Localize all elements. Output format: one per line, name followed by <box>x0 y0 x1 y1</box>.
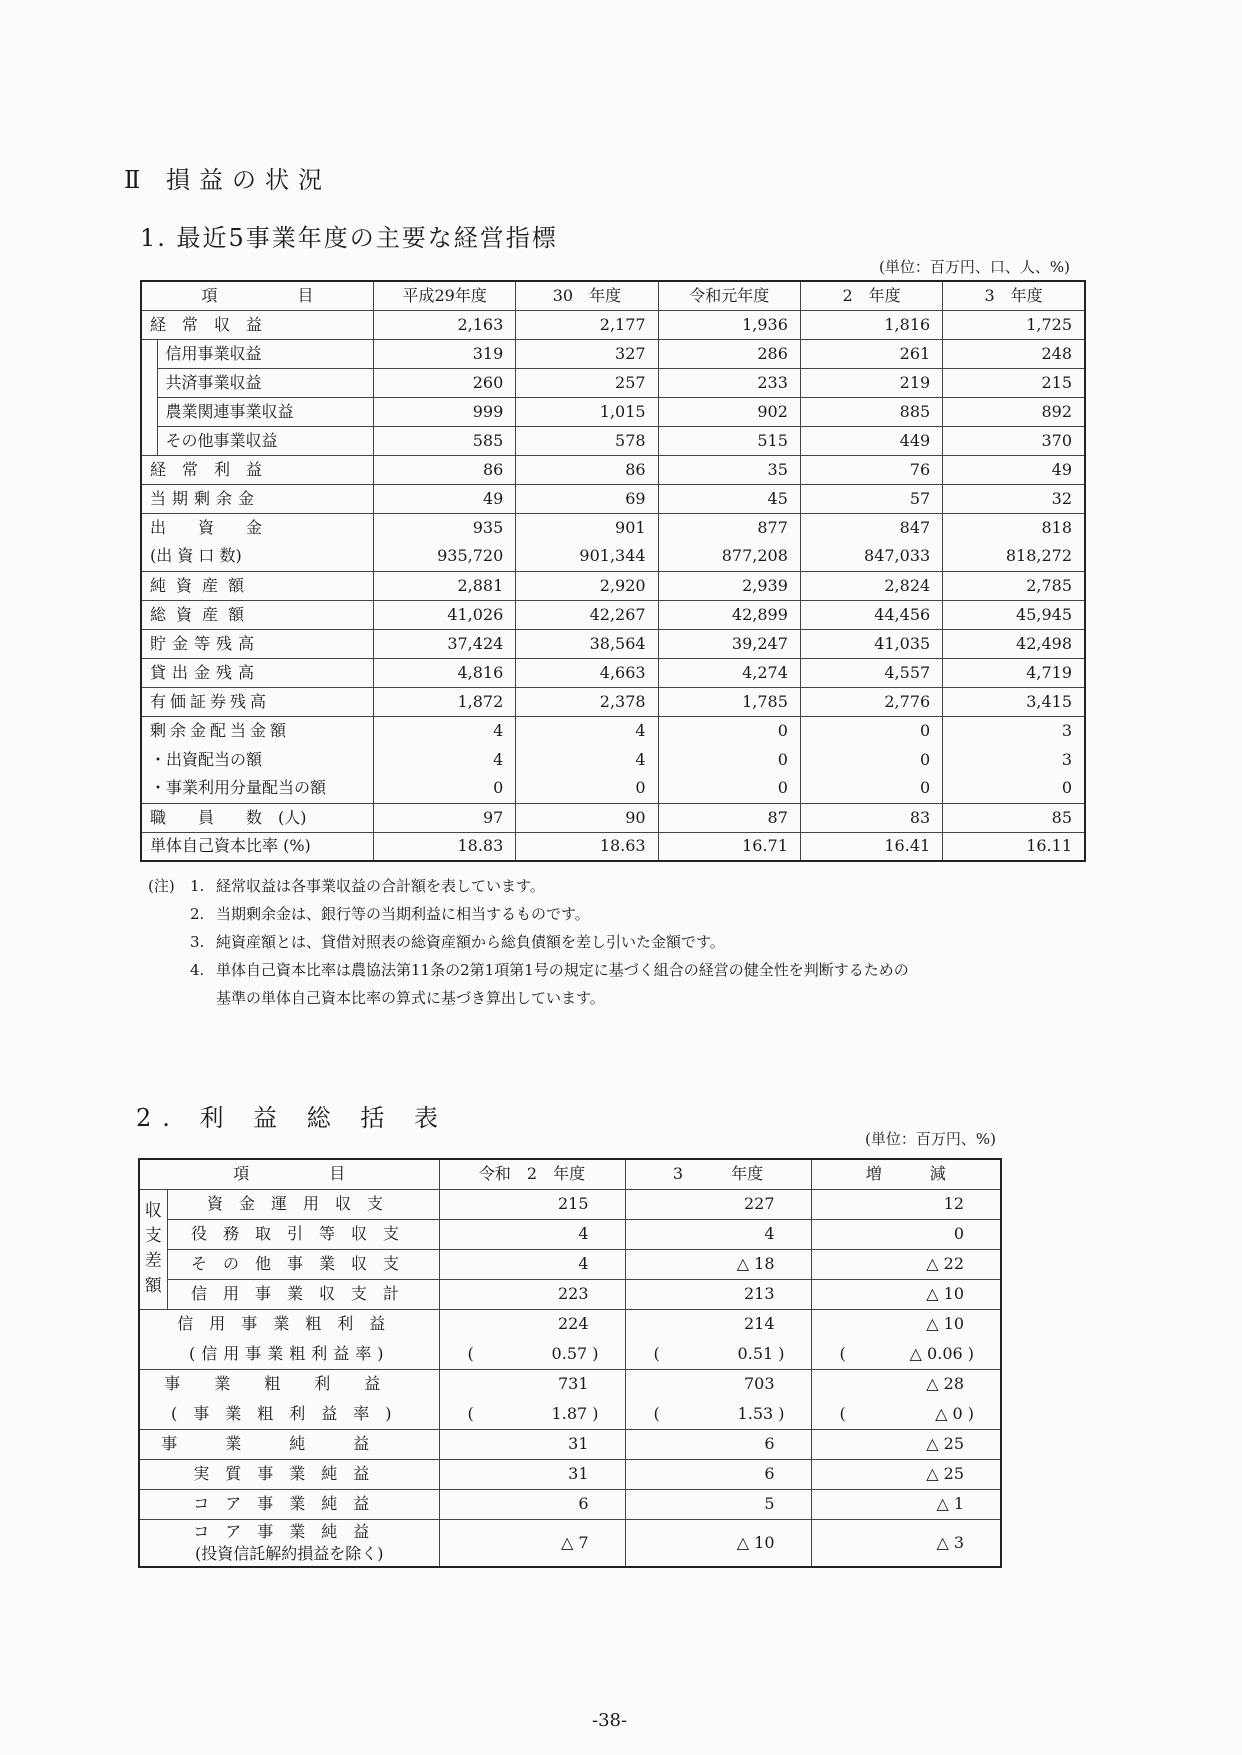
row-label: 農業関連事業収益 <box>157 397 373 426</box>
group-label: 収支差額 <box>139 1189 167 1309</box>
row-label: その他事業収益 <box>157 426 373 455</box>
table-row: 当期剰余金 49 69 45 57 32 <box>141 484 1085 513</box>
table-row: その他事業収益 585 578 515 449 370 <box>141 426 1085 455</box>
table-row: 剰余金配当金額 4 4 0 0 3 <box>141 716 1085 745</box>
row-label: 純資産額 <box>141 571 374 600</box>
row-label: 単体自己資本比率 (%) <box>141 832 374 861</box>
table-row: 純資産額 2,881 2,920 2,939 2,824 2,785 <box>141 571 1085 600</box>
indicators-title: 1. 最近5事業年度の主要な経営指標 <box>140 224 558 252</box>
note-item: 4. 単体自己資本比率は農協法第11条の2第1項第1号の規定に基づく組合の経営の健全性を判断するための <box>190 961 909 979</box>
header-year: 平成29年度 <box>374 281 516 310</box>
table-row: 経 常 利 益 86 86 35 76 49 <box>141 455 1085 484</box>
table-header-row <box>141 281 1085 310</box>
row-label: 剰余金配当金額 <box>141 716 374 745</box>
profit-summary-unit: (単位：百万円、%) <box>865 1130 996 1148</box>
table-row: 貸出金残高 4,816 4,663 4,274 4,557 4,719 <box>141 658 1085 687</box>
table-row: 経 常 収 益 2,163 2,177 1,936 1,816 1,725 <box>141 310 1085 339</box>
row-label: 信用事業粗利益 <box>139 1309 439 1339</box>
row-label: 役務取引等収支 <box>167 1219 439 1249</box>
row-label: 有価証券残高 <box>141 687 374 716</box>
row-label: 職 員 数 (人) <box>141 803 374 832</box>
table-row: 有価証券残高 1,872 2,378 1,785 2,776 3,415 <box>141 687 1085 716</box>
row-label: 実質事業純益 <box>139 1459 439 1489</box>
header-item: 項 目 <box>141 281 374 310</box>
row-label: 当期剰余金 <box>141 484 374 513</box>
header-year: 3 年度 <box>625 1159 811 1189</box>
table-row: 共済事業収益 260 257 233 219 215 <box>141 368 1085 397</box>
table-row: 信用事業収支計 223 213 △ 10 <box>139 1279 1001 1309</box>
profit-summary-table <box>138 1158 1002 1568</box>
table-row: ・事業利用分量配当の額 0 0 0 0 0 <box>141 774 1085 803</box>
table-row: 職 員 数 (人) 97 90 87 83 85 <box>141 803 1085 832</box>
table-header-row <box>139 1159 1001 1189</box>
table-row: 事業純益 31 6 △ 25 <box>139 1429 1001 1459</box>
table-row: (信用事業粗利益率) ( 0.57 ) ( 0.51 ) ( △ 0.06 ) <box>139 1339 1001 1369</box>
row-label: 経 常 収 益 <box>141 310 374 339</box>
row-label: コア事業純益 (投資信託解約損益を除く) <box>139 1519 439 1567</box>
table-row: 役務取引等収支 4 4 0 <box>139 1219 1001 1249</box>
row-label: ・出資配当の額 <box>141 745 374 774</box>
row-label: 出 資 金 <box>141 513 374 542</box>
indicators-table <box>140 280 1086 862</box>
table-row: ・出資配当の額 4 4 0 0 3 <box>141 745 1085 774</box>
table-row: 貯金等残高 37,424 38,564 39,247 41,035 42,498 <box>141 629 1085 658</box>
row-label: (事業粗利益率) <box>139 1399 439 1429</box>
table-row: 出 資 金 935 901 877 847 818 <box>141 513 1085 542</box>
row-label: 共済事業収益 <box>157 368 373 397</box>
header-year: 令和元年度 <box>658 281 800 310</box>
note-mark: (注) <box>148 877 175 895</box>
header-year: 令和 2 年度 <box>439 1159 625 1189</box>
row-label: 貸出金残高 <box>141 658 374 687</box>
table-row: 事業粗利益 731 703 △ 28 <box>139 1369 1001 1399</box>
row-label: ・事業利用分量配当の額 <box>141 774 374 803</box>
table-row: コア事業純益 (投資信託解約損益を除く) △ 7 △ 10 △ 3 <box>139 1519 1001 1567</box>
row-label: 資金運用収支 <box>167 1189 439 1219</box>
row-label: 信用事業収益 <box>157 339 373 368</box>
row-label: 事業純益 <box>139 1429 439 1459</box>
row-label: コア事業純益 <box>139 1489 439 1519</box>
row-label: (信用事業粗利益率) <box>139 1339 439 1369</box>
section-title: Ⅱ 損益の状況 <box>124 166 331 194</box>
table-row: 信用事業粗利益 224 214 △ 10 <box>139 1309 1001 1339</box>
table-row: 総資産額 41,026 42,267 42,899 44,456 45,945 <box>141 600 1085 629</box>
header-year: 30 年度 <box>516 281 658 310</box>
table-row: その他事業収支 4 △ 18 △ 22 <box>139 1249 1001 1279</box>
table-row: (事業粗利益率) ( 1.87 ) ( 1.53 ) ( △ 0 ) <box>139 1399 1001 1429</box>
table-row: (出 資 口 数) 935,720 901,344 877,208 847,033 818,272 <box>141 542 1085 571</box>
table-row: 収支差額 資金運用収支 215 227 12 <box>139 1189 1001 1219</box>
table-row: コア事業純益 6 5 △ 1 <box>139 1489 1001 1519</box>
note-item: 3. 純資産額とは、貸借対照表の総資産額から総負債額を差し引いた金額です。 <box>190 933 725 951</box>
row-label: 事業粗利益 <box>139 1369 439 1399</box>
indicators-unit: (単位：百万円、口、人、%) <box>879 258 1070 276</box>
table-row: 農業関連事業収益 999 1,015 902 885 892 <box>141 397 1085 426</box>
note-item: 2. 当期剰余金は、銀行等の当期利益に相当するものです。 <box>190 905 590 923</box>
row-label: その他事業収支 <box>167 1249 439 1279</box>
row-label: 経 常 利 益 <box>141 455 374 484</box>
header-change: 増 減 <box>811 1159 1001 1189</box>
note-continuation: 基準の単体自己資本比率の算式に基づき算出しています。 <box>216 989 605 1007</box>
row-label: (出 資 口 数) <box>141 542 374 571</box>
table-row: 単体自己資本比率 (%) 18.83 18.63 16.71 16.41 16.11 <box>141 832 1085 861</box>
header-item: 項 目 <box>139 1159 439 1189</box>
notes <box>148 872 909 1012</box>
note-item: (注) 1. 経常収益は各事業収益の合計額を表しています。 <box>148 872 909 900</box>
profit-summary-title: 2. 利 益 総 括 表 <box>136 1104 450 1132</box>
row-label: 信用事業収支計 <box>167 1279 439 1309</box>
table-row: 信用事業収益 319 327 286 261 248 <box>141 339 1085 368</box>
table-row: 実質事業純益 31 6 △ 25 <box>139 1459 1001 1489</box>
header-year: 3 年度 <box>943 281 1085 310</box>
header-year: 2 年度 <box>800 281 942 310</box>
row-label: 貯金等残高 <box>141 629 374 658</box>
row-label: 総資産額 <box>141 600 374 629</box>
page-number: -38- <box>592 1710 628 1731</box>
